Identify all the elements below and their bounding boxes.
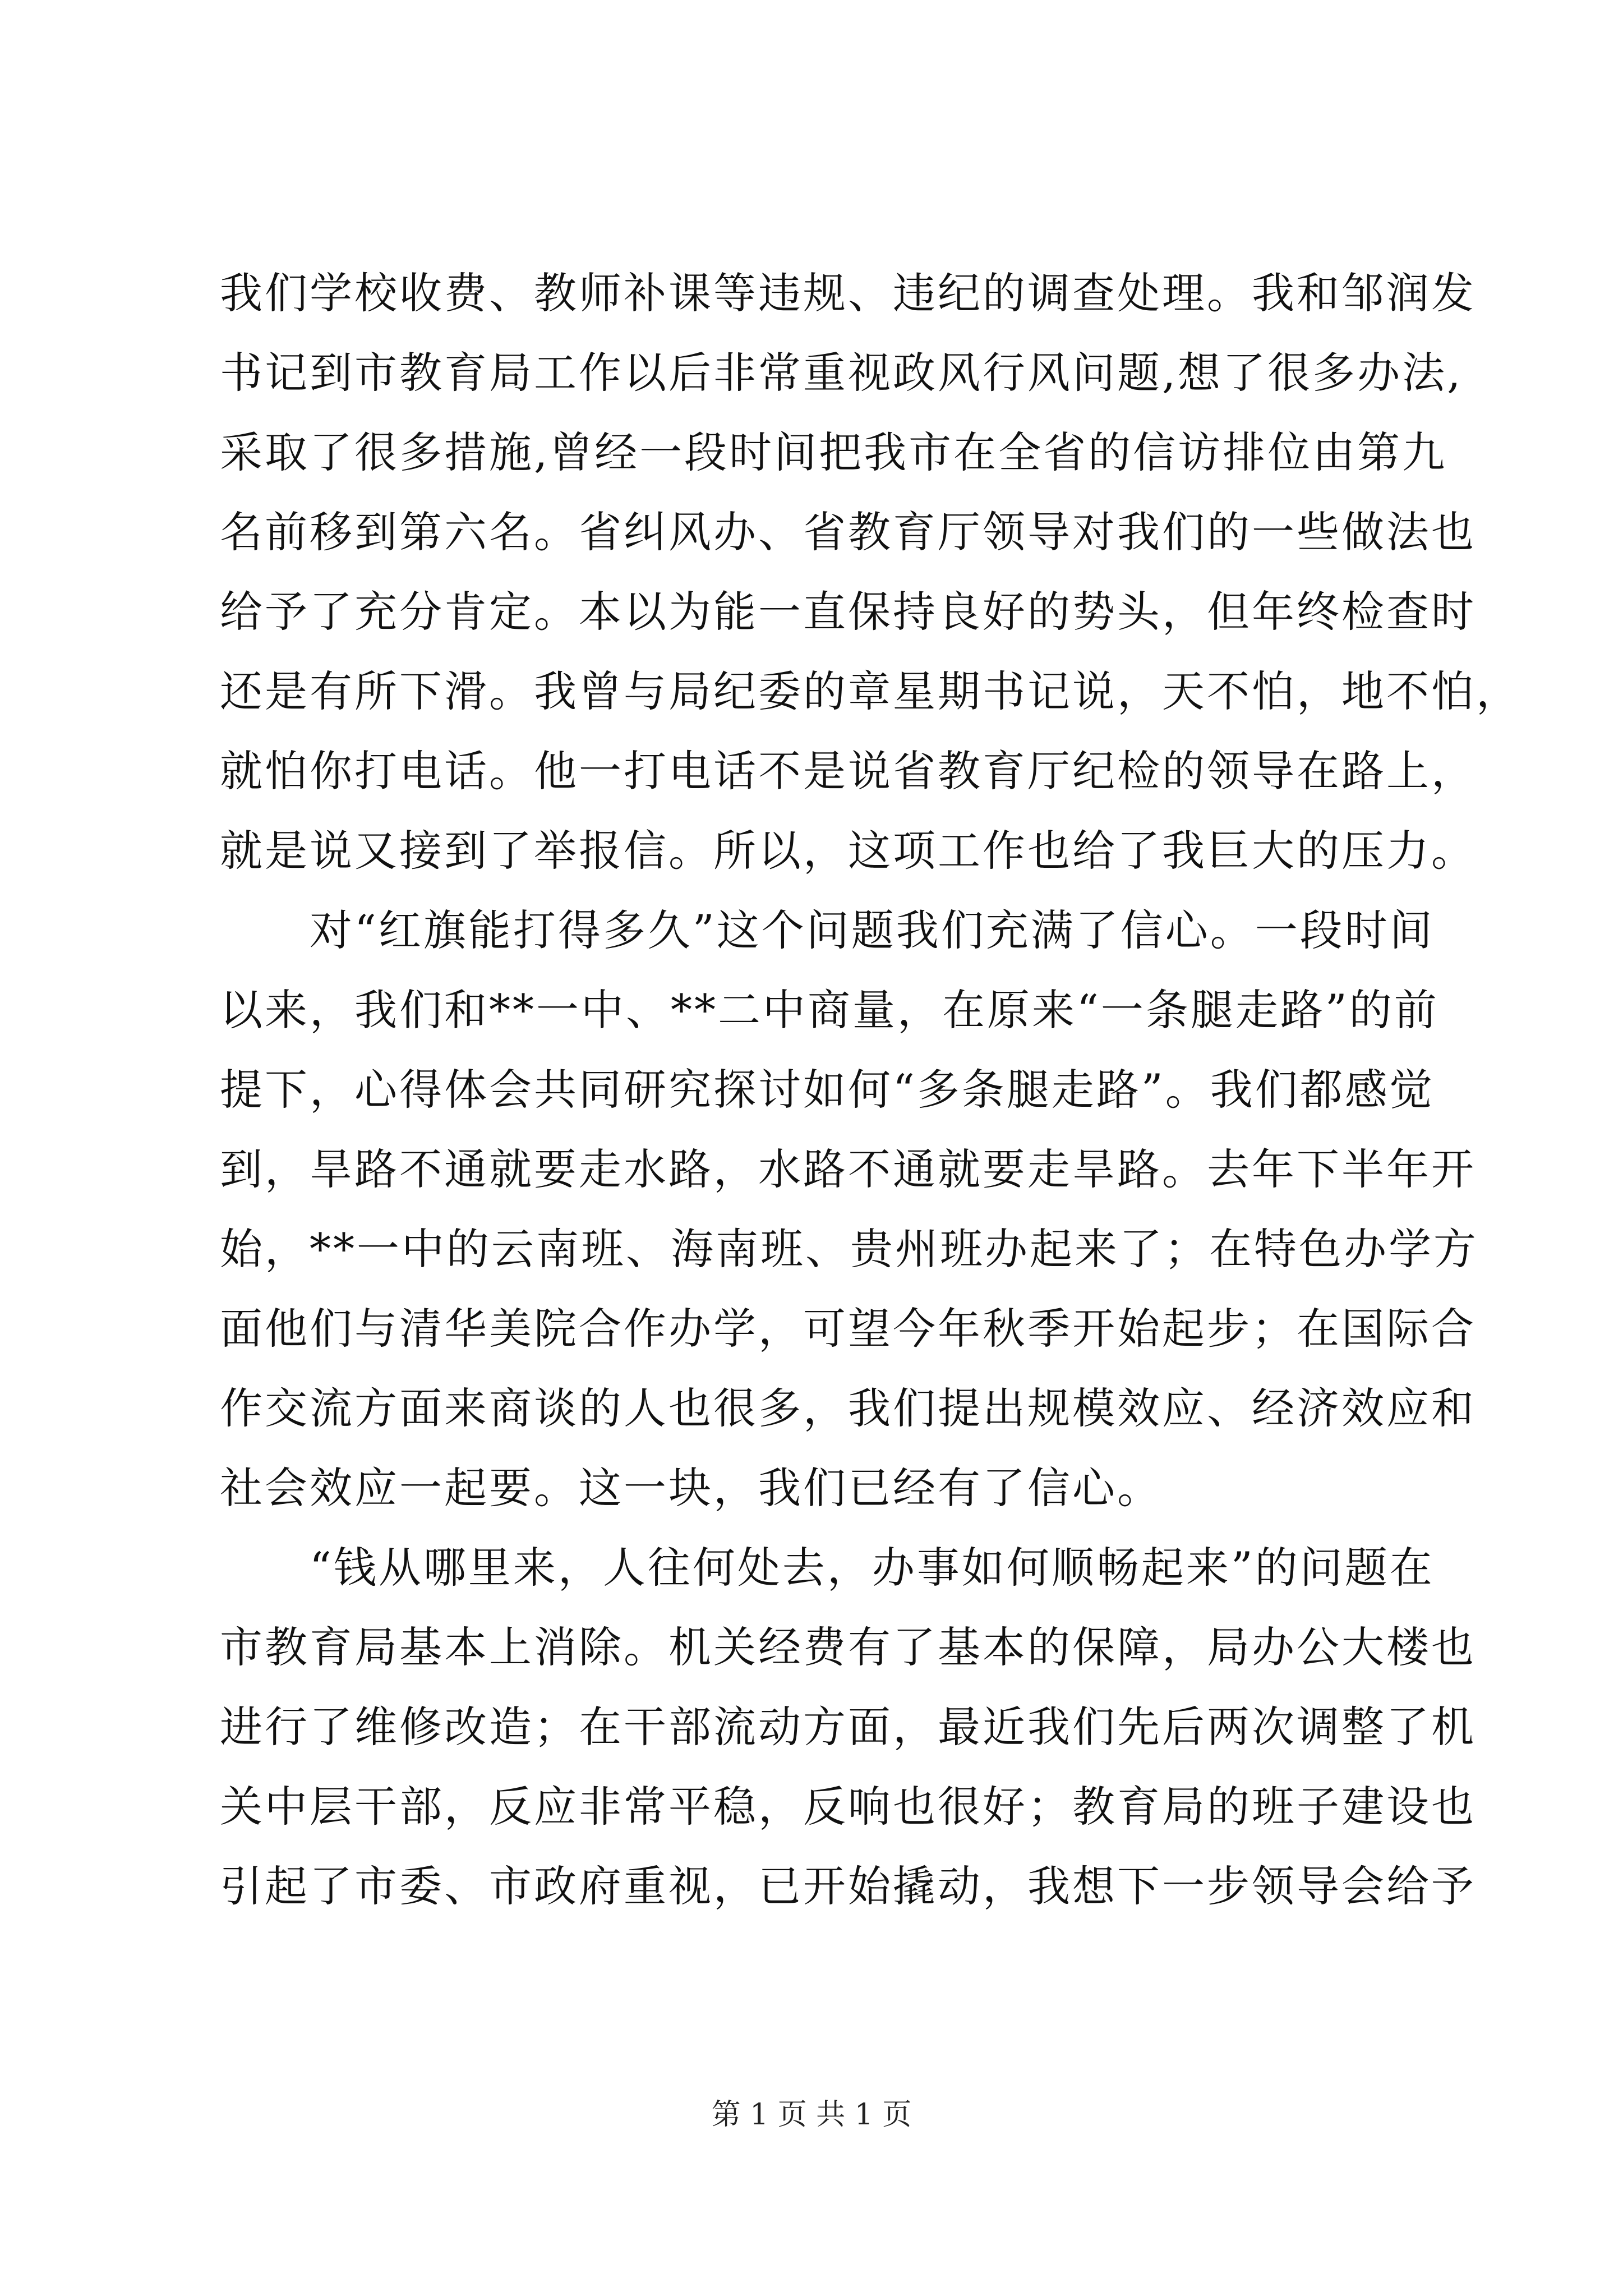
- text-line: 就怕你打电话。他一打电话不是说省教育厅纪检的领导在路上，: [220, 746, 1476, 796]
- text-line: 给予了充分肯定。本以为能一直保持良好的势头，但年终检查时: [220, 587, 1476, 637]
- page-footer: [0, 2095, 1623, 2134]
- text-line: 还是有所下滑。我曾与局纪委的章星期书记说，天不怕，地不怕，: [220, 666, 1521, 716]
- text-line: 进行了维修改造；在干部流动方面，最近我们先后两次调整了机: [220, 1702, 1476, 1752]
- text-line: 提下，心得体会共同研究探讨如何“多条腿走路”。我们都感觉: [220, 1065, 1435, 1115]
- text-line: 到，旱路不通就要走水路，水路不通就要走旱路。去年下半年开: [220, 1144, 1476, 1194]
- text-line: 书记到市教育局工作以后非常重视政风行风问题,想了很多办法,: [220, 348, 1463, 398]
- text-line: 市教育局基本上消除。机关经费有了基本的保障，局办公大楼也: [220, 1622, 1476, 1672]
- paragraph-start-line: 对“红旗能打得多久”这个问题我们充满了信心。一段时间: [220, 905, 1435, 955]
- text-line: 就是说又接到了举报信。所以，这项工作也给了我巨大的压力。: [220, 826, 1476, 876]
- text-line: 面他们与清华美院合作办学，可望今年秋季开始起步；在国际合: [220, 1304, 1476, 1354]
- text-line: 采取了很多措施,曾经一段时间把我市在全省的信访排位由第九: [220, 427, 1447, 477]
- text-line: 作交流方面来商谈的人也很多，我们提出规模效应、经济效应和: [220, 1383, 1476, 1433]
- text-line: 以来，我们和**一中、**二中商量，在原来“一条腿走路”的前: [220, 985, 1439, 1035]
- body-text: [220, 254, 1521, 1926]
- text-line: 我们学校收费、教师补课等违规、违纪的调查处理。我和邹润发: [220, 268, 1476, 318]
- text-line: 关中层干部，反应非常平稳，反响也很好；教育局的班子建设也: [220, 1782, 1476, 1832]
- paragraph-start-line: “钱从哪里来，人往何处去，办事如何顺畅起来”的问题在: [220, 1543, 1435, 1593]
- text-line: 始，**一中的云南班、海南班、贵州班办起来了；在特色办学方: [220, 1224, 1478, 1274]
- text-line: 引起了市委、市政府重视，已开始撬动，我想下一步领导会给予: [220, 1861, 1476, 1911]
- text-line: 社会效应一起要。这一块，我们已经有了信心。: [220, 1463, 1162, 1513]
- text-line: 名前移到第六名。省纠风办、省教育厅领导对我们的一些做法也: [220, 507, 1476, 557]
- page-number: 第 1 页 共 1 页: [711, 2098, 912, 2132]
